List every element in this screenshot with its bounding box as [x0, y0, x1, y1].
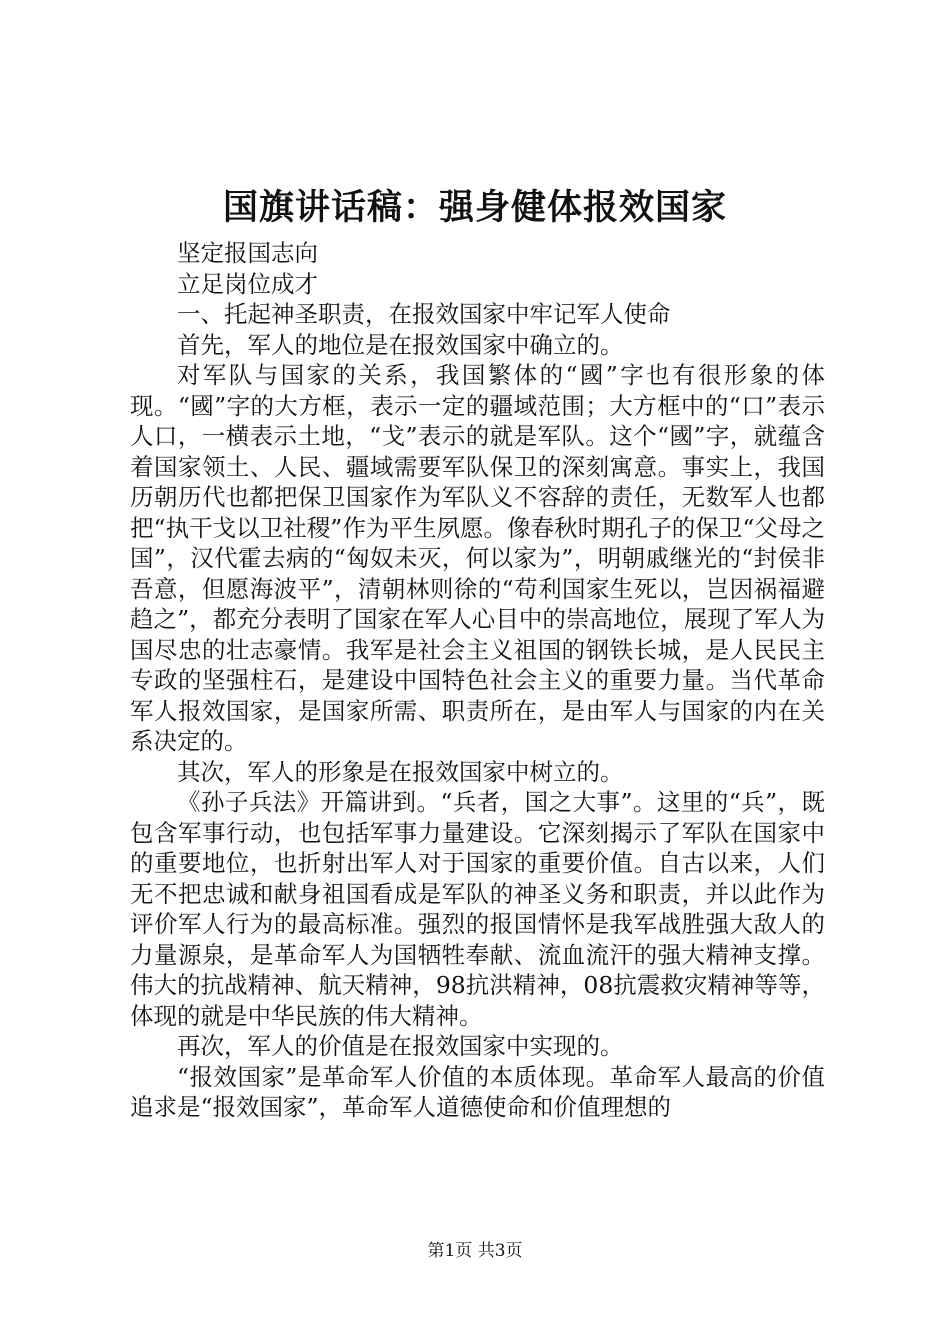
paragraph: 对军队与国家的关系，我国繁体的“國”字也有很形象的体现。“國”字的大方框，表示一定的疆域范围；大方框中的“口”表示人口，一横表示土地，“戈”表示的就是军队。这个“國”字，就蕴含着国家领土、人民、疆域需要军队保卫的深刻寓意。事实上，我国历朝历代也都把保卫国家作为军队义不容辞的责任，无数军人也都把“执干戈以卫社稷”作为平生夙愿。像春秋时期孔子的保卫“父母之国”，汉代霍去病的“匈奴未灭，何以家为”，明朝戚继光的“封侯非吾意，但愿海波平”，清朝林则徐的“苟利国家生死以，岂因祸福避趋之”，都充分表明了国家在军人心目中的崇高地位，展现了军人为国尽忠的壮志豪情。我军是社会主义祖国的钢铁长城，是人民民主专政的坚强柱石，是建设中国特色社会主义的重要力量。当代革命军人报效国家，是国家所需、职责所在，是由军人与国家的内在关系决定的。 [130, 361, 825, 755]
paragraph: “报效国家”是革命军人价值的本质体现。革命军人最高的价值追求是“报效国家”，革命军人道德使命和价值理想的 [130, 1062, 825, 1121]
paragraph: 首先，军人的地位是在报效国家中确立的。 [177, 330, 624, 359]
document-body [130, 238, 825, 1123]
paragraph-heading-1: 坚定报国志向 [177, 239, 318, 267]
page-footer: 第1页 共3页 [427, 1241, 523, 1261]
paragraph: 《孙子兵法》开篇讲到。“兵者，国之大事”。这里的“兵”，既包含军事行动，也包括军事力量建设。它深刻揭示了军队在国家中的重要地位，也折射出军人对于国家的重要价值。自古以来，人们无不把忠诚和献身祖国看成是军队的神圣义务和职责，并以此作为评价军人行为的最高标准。强烈的报国情怀是我军战胜强大敌人的力量源泉，是革命军人为国牺牲奉献、流血流汗的强大精神支撑。伟大的抗战精神、航天精神，98抗洪精神，08抗震救灾精神等等，体现的就是中华民族的伟大精神。 [130, 788, 825, 1030]
section-heading: 一、托起神圣职责，在报效国家中牢记军人使命 [177, 300, 671, 328]
document-title: 国旗讲话稿：强身健体报效国家 [222, 187, 727, 228]
paragraph: 再次，军人的价值是在报效国家中实现的。 [177, 1032, 624, 1060]
paragraph: 其次，军人的形象是在报效国家中树立的。 [177, 757, 624, 786]
paragraph-heading-2: 立足岗位成才 [177, 269, 318, 298]
